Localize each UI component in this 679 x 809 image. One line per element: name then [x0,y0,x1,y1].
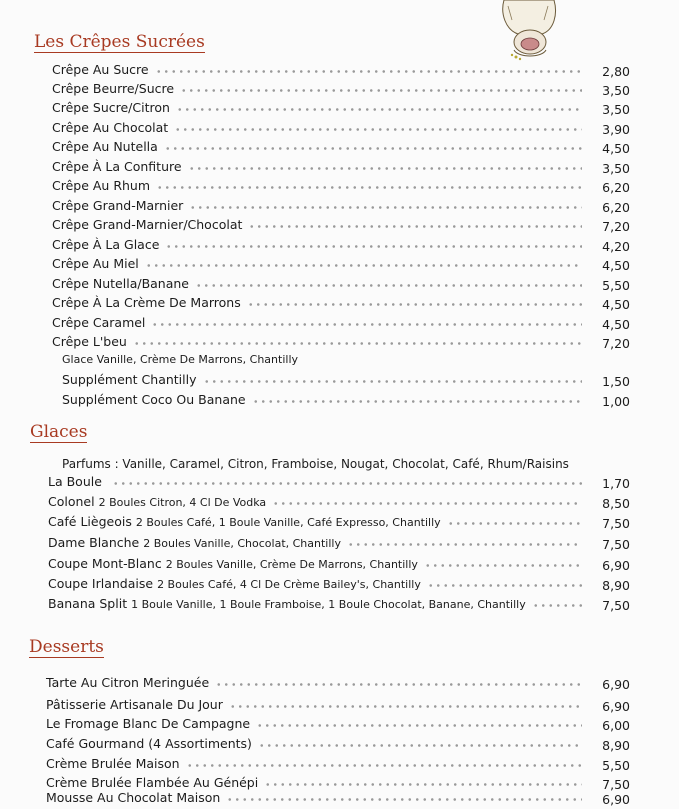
item-name: Coupe Irlandaise [48,576,154,591]
item-description: 2 Boules Vanille, Crème De Marrons, Chantilly [165,558,418,571]
leader-dots [133,342,582,345]
menu-item [52,159,630,178]
menu-item [52,81,630,100]
item-name: Crème Brulée Flambée Au Génépi [46,775,259,790]
menu-item [52,334,630,353]
menu-item [46,790,630,809]
leader-dots [424,564,582,567]
leader-dots [164,147,582,150]
item-price: 1,50 [602,374,630,389]
item-name: Crêpe Caramel [52,315,146,330]
item-name: Supplément Coco Ou Banane [62,392,246,407]
menu-item [52,120,630,139]
item-name: Crêpe Au Miel [52,256,139,271]
item-price: 8,50 [602,496,630,511]
leader-dots [145,264,582,267]
item-name: Crème Brulée Maison [46,756,180,771]
section-title-crepes: Les Crêpes Sucrées [34,32,205,52]
item-name: Pâtisserie Artisanale Du Jour [46,697,223,712]
leader-dots [155,70,582,73]
item-description: 2 Boules Café, 4 Cl De Crème Bailey's, Chantilly [157,578,421,591]
item-price: 5,50 [602,278,630,293]
item-name: Café Liègeois [48,514,132,529]
item-price: 7,50 [602,537,630,552]
item-price: 6,20 [602,200,630,215]
menu-item [48,576,630,595]
chef-illustration-icon [498,0,562,62]
flavors-list: Parfums : Vanille, Caramel, Citron, Framboise, Nougat, Chocolat, Café, Rhum/Raisins [62,457,569,471]
item-name: Supplément Chantilly [62,372,197,387]
leader-dots [188,167,582,170]
leader-dots [447,522,582,525]
menu-item [52,237,630,256]
leader-dots [532,604,582,607]
item-price: 6,90 [602,677,630,692]
item-price: 7,20 [602,219,630,234]
item-name: Crêpe L'beu [52,334,127,349]
menu-item [52,178,630,197]
leader-dots [256,724,582,727]
item-description: 2 Boules Vanille, Chocolat, Chantilly [143,537,341,550]
leader-dots [347,543,582,546]
item-price: 7,50 [602,777,630,792]
item-name: Crêpe À La Glace [52,237,160,252]
item-price: 3,50 [602,102,630,117]
item-name: Crêpe Au Chocolat [52,120,169,135]
menu-item [52,198,630,217]
item-price: 1,00 [602,394,630,409]
menu-item [46,756,630,775]
item-price: 2,80 [602,64,630,79]
leader-dots [248,225,582,228]
item-name: Colonel [48,494,95,509]
item-name: Crêpe À La Crème De Marrons [52,295,241,310]
leader-dots [189,206,582,209]
menu-item [48,494,630,513]
item-price: 1,70 [602,476,630,491]
item-name: Crêpe Au Rhum [52,178,151,193]
menu-item [52,100,630,119]
leader-dots [180,89,582,92]
menu-item [52,139,630,158]
item-price: 8,90 [602,578,630,593]
item-price: 5,50 [602,758,630,773]
item-name: Tarte Au Citron Meringuée [46,675,210,690]
leader-dots [176,108,582,111]
item-name: Coupe Mont-Blanc [48,556,162,571]
menu-item [46,716,630,735]
leader-dots [229,705,582,708]
item-price: 4,50 [602,141,630,156]
item-name: Mousse Au Chocolat Maison [46,790,221,805]
item-price: 4,50 [602,258,630,273]
menu-item [62,372,630,391]
menu-item [52,62,630,81]
menu-item [52,295,630,314]
item-name: Crêpe Grand-Marnier [52,198,184,213]
item-price: 3,50 [602,83,630,98]
leader-dots [151,323,582,326]
leader-dots [215,683,582,686]
leader-dots [272,502,582,505]
item-name: Crêpe Sucre/Citron [52,100,170,115]
item-name: Banana Split [48,596,128,611]
item-price: 3,50 [602,161,630,176]
item-price: 4,50 [602,317,630,332]
leader-dots [226,798,582,801]
item-price: 7,20 [602,336,630,351]
item-price: 6,00 [602,718,630,733]
item-price: 7,50 [602,516,630,531]
leader-dots [258,744,582,747]
menu-item [46,697,630,716]
menu-item [48,514,630,533]
item-description: Glace Vanille, Crème De Marrons, Chantilly [62,353,299,366]
menu-item [48,596,630,615]
leader-dots [174,128,582,131]
menu-item [52,217,630,236]
menu-item [48,556,630,575]
menu-item [52,315,630,334]
item-price: 4,20 [602,239,630,254]
leader-dots [247,303,582,306]
leader-dots [252,400,582,403]
leader-dots [203,380,582,383]
menu-item [48,535,630,554]
item-name: Crêpe Au Nutella [52,139,158,154]
item-price: 6,90 [602,792,630,807]
item-name: Crêpe Beurre/Sucre [52,81,175,96]
item-price: 6,90 [602,558,630,573]
menu-item [46,675,630,694]
item-name: Crêpe À La Confiture [52,159,182,174]
leader-dots [165,245,582,248]
item-name: Dame Blanche [48,535,140,550]
item-price: 3,90 [602,122,630,137]
item-description: 2 Boules Citron, 4 Cl De Vodka [98,496,267,509]
item-name: Café Gourmand (4 Assortiments) [46,736,252,751]
item-price: 8,90 [602,738,630,753]
menu-item [62,392,630,411]
menu-item [52,256,630,275]
item-price: 6,20 [602,180,630,195]
section-title-glaces: Glaces [30,422,88,442]
item-description: 1 Boule Vanille, 1 Boule Framboise, 1 Boule Chocolat, Banane, Chantilly [131,598,526,611]
menu-item [48,474,630,493]
leader-dots [427,584,582,587]
item-name: La Boule [48,474,102,489]
item-price: 7,50 [602,598,630,613]
item-description: 2 Boules Café, 1 Boule Vanille, Café Expresso, Chantilly [135,516,441,529]
leader-dots [112,482,582,485]
menu-item [46,736,630,755]
item-name: Crêpe Au Sucre [52,62,149,77]
menu-item [52,276,630,295]
item-name: Crêpe Nutella/Banane [52,276,189,291]
item-name: Crêpe Grand-Marnier/Chocolat [52,217,243,232]
section-title-desserts: Desserts [29,637,104,657]
leader-dots [195,284,582,287]
leader-dots [186,764,582,767]
leader-dots [264,783,582,786]
leader-dots [156,186,582,189]
item-price: 4,50 [602,297,630,312]
item-name: Le Fromage Blanc De Campagne [46,716,251,731]
item-price: 6,90 [602,699,630,714]
